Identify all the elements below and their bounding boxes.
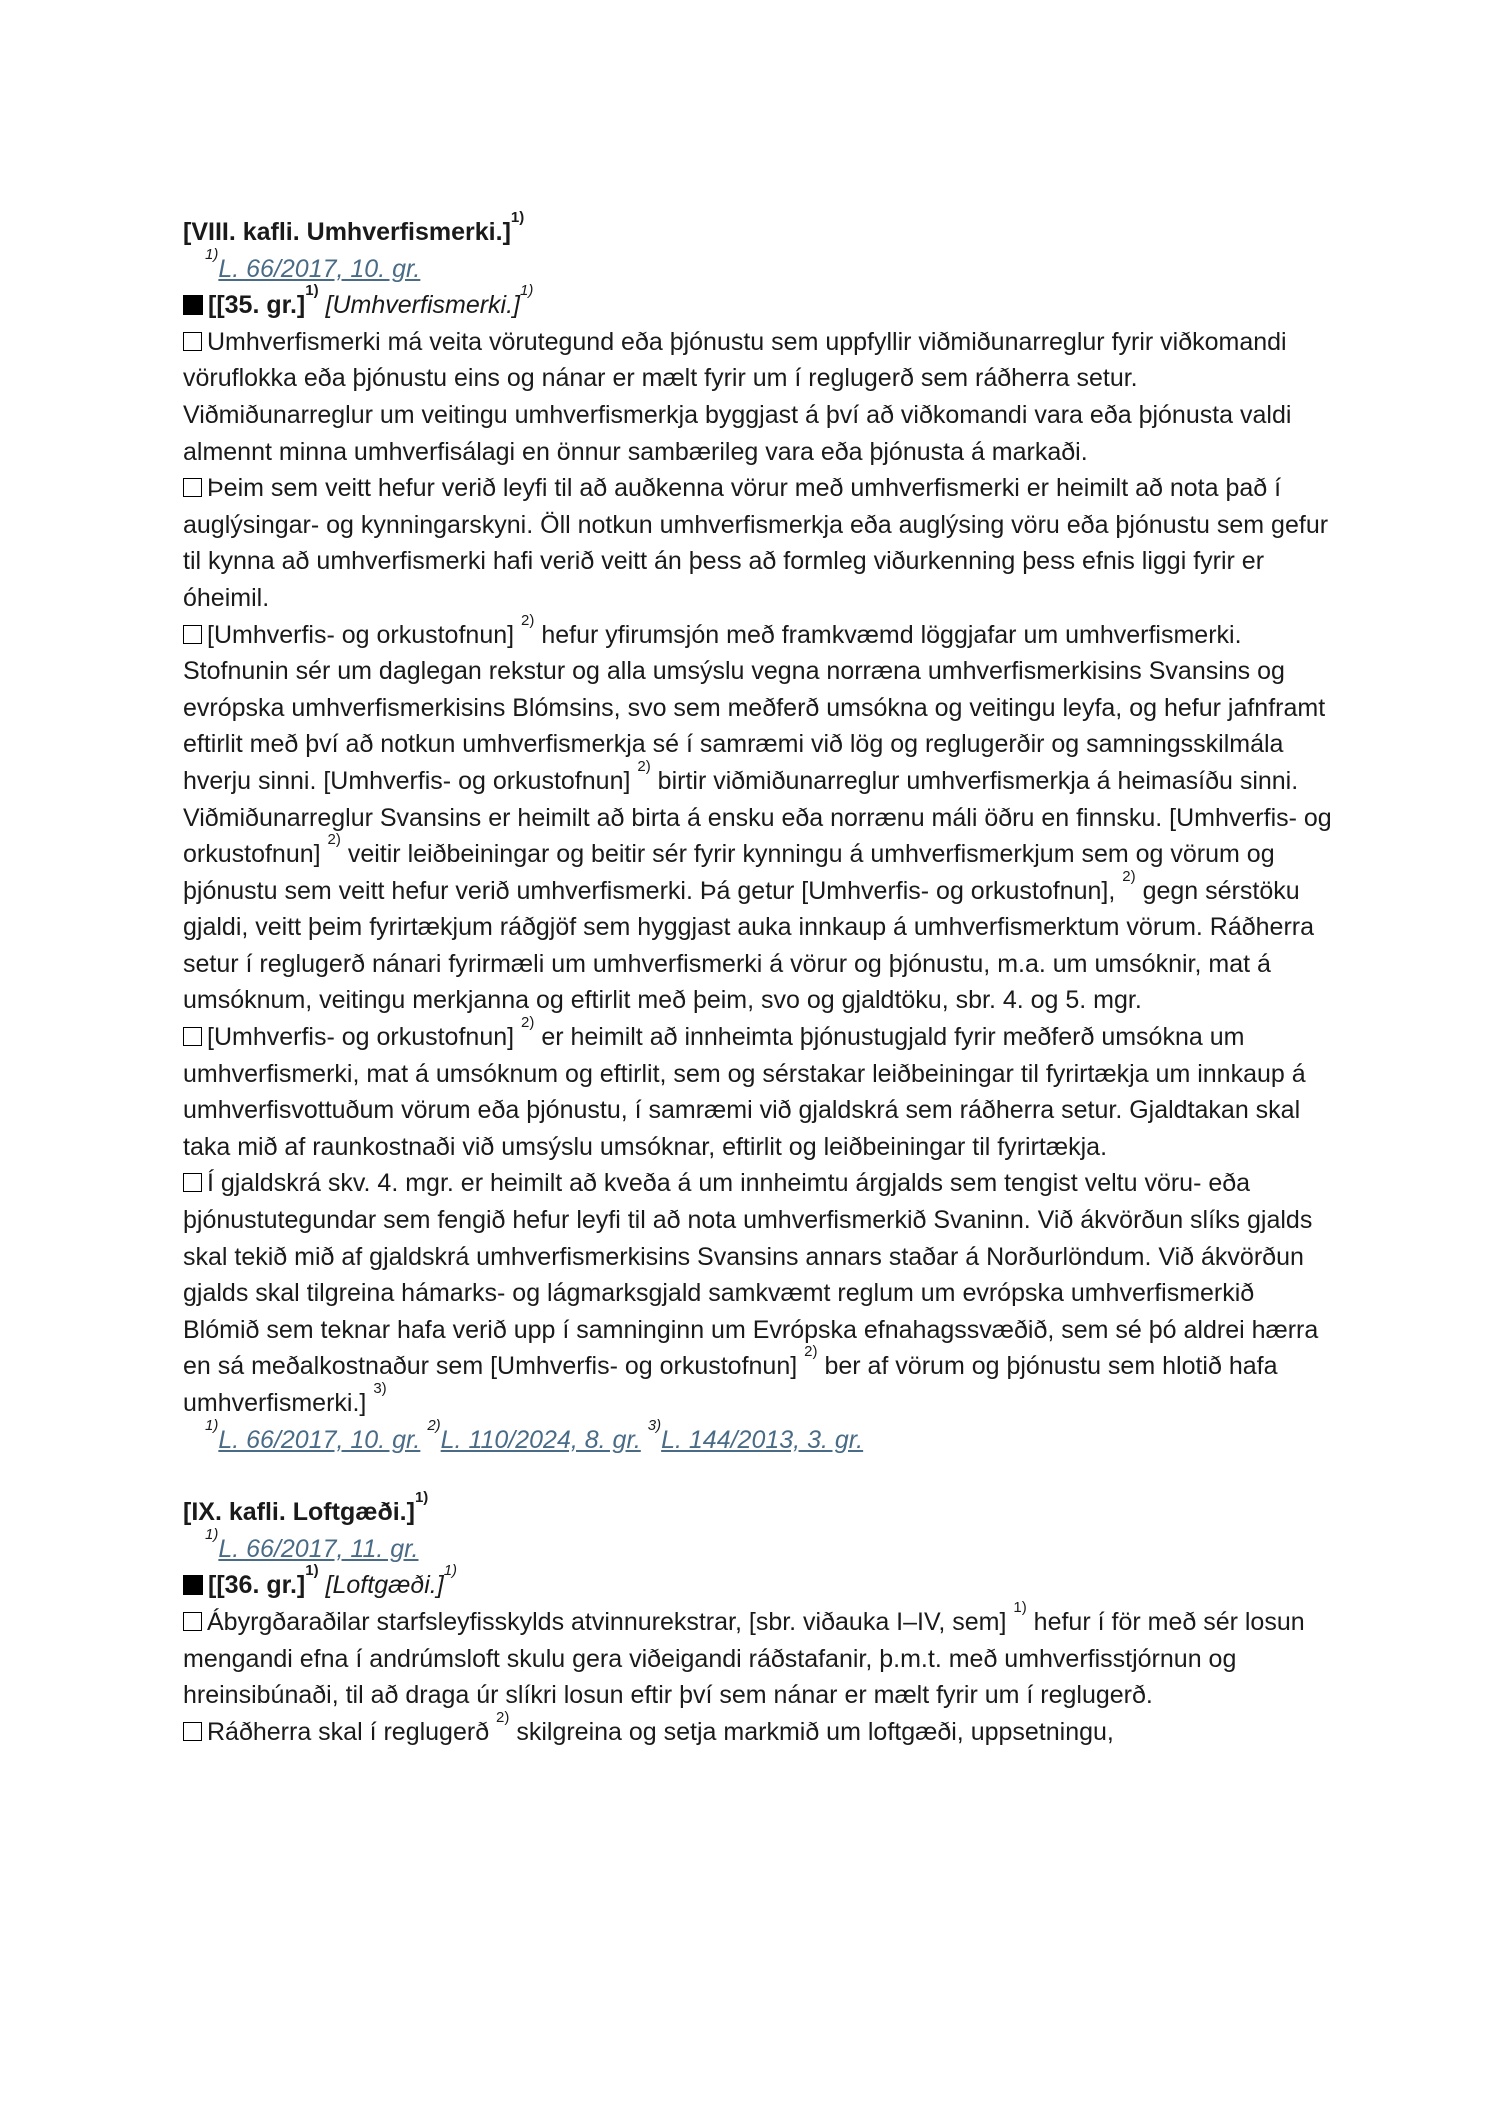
empty-square-icon (183, 1722, 202, 1741)
paragraph-text: er heimilt að innheimta þjónustugjald fyrir meðferð umsókna um umhverfismerki, mat á umsóknum og eftirlit, sem og sérstakar leiðbeiningar til fyrirtækja um innkaup á umhverfisvottuðum vörum eða þjónustu, í samræmi við gjaldskrá sem ráðherra setur. Gjaldtakan skal taka mið af raunkostnaði við umsýslu umsóknar, eftirlit og leiðbeiningar til fyrirtækja. (183, 1023, 1306, 1161)
paragraph-1 (183, 324, 1333, 470)
footnote-link[interactable]: L. 66/2017, 10. gr. (218, 1425, 421, 1454)
footnote-ref: 1) (443, 1562, 458, 1580)
paragraph-3 (183, 611, 1333, 1020)
footnote-ref: 1) (305, 1562, 319, 1580)
document-page (183, 209, 1333, 1750)
chapter-heading (183, 1489, 1333, 1531)
paragraph-2 (183, 1708, 1333, 1751)
paragraph-text: Ábyrgðaraðilar starfsleyfisskylds atvinnurekstrar, [sbr. viðauka I–IV, sem] (207, 1607, 1007, 1636)
article-heading (183, 282, 1333, 324)
paragraph-text: birtir viðmiðunarreglur umhverfismerkja á heimasíðu sinni. Viðmiðunarreglur Svansins er heimilt að birta á ensku eða norrænu máli öðru en finnsku. [Umhverfis- og orkustofnun] (183, 766, 1332, 869)
paragraph-text: veitir leiðbeiningar og beitir sér fyrir kynningu á umhverfismerkjum sem og vörum og þjónustu sem veitt hefur verið umhverfismerki. Þá getur [Umhverfis- og orkustofnun], (183, 840, 1275, 905)
footnote-mark: 1) (205, 1416, 219, 1434)
footnote-link[interactable]: L. 110/2024, 8. gr. (440, 1425, 641, 1454)
article-title: [Umhverfismerki.] (325, 291, 521, 320)
footnote-ref: 1) (414, 1489, 429, 1507)
footnote-ref: 2) (1122, 867, 1136, 885)
footnote-ref: 3) (373, 1380, 387, 1397)
paragraph-5 (183, 1165, 1333, 1421)
paragraph-text: [Umhverfis- og orkustofnun] (207, 620, 515, 649)
empty-square-icon (183, 332, 202, 351)
article-number: [[35. gr.] (208, 291, 306, 320)
paragraph-text: gegn sérstöku gjaldi, veitt þeim fyrirtækjum ráðgjöf sem hyggjast auka innkaup á umhverfismerktum vörum. Ráðherra setur í reglugerð nánari fyrirmæli um umhverfismerki á vörur og þjónustu, m.a. um umsóknir, mat á umsóknum, veitingu merkjanna og eftirlit með þeim, svo og gjaldtöku, sbr. 4. og 5. mgr. (183, 876, 1315, 1015)
footnote-ref: 1) (520, 282, 534, 300)
article-title: [Loftgæði.] (325, 1571, 444, 1600)
paragraph-text: skilgreina og setja markmið um loftgæði, uppsetningu, (516, 1717, 1114, 1746)
footnote-line (183, 1525, 1333, 1568)
footnote-ref: 2) (496, 1708, 510, 1726)
footnote-mark: 1) (205, 1525, 219, 1543)
filled-square-icon (183, 1575, 203, 1595)
chapter-heading (183, 209, 1333, 251)
footnote-ref: 1) (305, 282, 319, 300)
empty-square-icon (183, 1612, 202, 1631)
chapter-title: [IX. kafli. Loftgæði.] (183, 1498, 415, 1527)
paragraph-1 (183, 1598, 1333, 1714)
paragraph-2 (183, 470, 1333, 616)
paragraph-4 (183, 1014, 1333, 1165)
footnote-ref: 2) (327, 831, 341, 849)
article-number: [[36. gr.] (208, 1571, 306, 1600)
paragraph-text: ber af vörum og þjónustu sem hlotið hafa umhverfismerki.] (183, 1352, 1278, 1417)
empty-square-icon (183, 1027, 202, 1046)
footnote-ref: 2) (521, 611, 535, 629)
footnote-ref: 2) (521, 1014, 535, 1032)
paragraph-text: Þeim sem veitt hefur verið leyfi til að auðkenna vörur með umhverfismerki er heimilt að nota það í auglýsingar- og kynningarskyni. Öll notkun umhverfismerkja eða auglýsing vöru eða þjónustu sem gefur til kynna að umhverfismerki hafi verið veitt án þess að formleg viðurkenning þess efnis liggi fyrir er óheimil. (183, 474, 1329, 612)
footnote-link[interactable]: L. 144/2013, 3. gr. (661, 1425, 864, 1454)
footnote-mark: 2) (427, 1416, 441, 1434)
section-gap (183, 1458, 1333, 1494)
paragraph-text: hefur í för með sér losun mengandi efna í andrúmsloft skulu gera viðeigandi ráðstafanir, þ.m.t. með umhverfisstjórnun og hreinsibúnaði, til að draga úr slíkri losun eftir því sem nánar er mælt fyrir um í reglugerð. (183, 1607, 1305, 1710)
empty-square-icon (183, 625, 202, 644)
chapter-title: [VIII. kafli. Umhverfismerki.] (183, 218, 511, 246)
paragraph-text: Í gjaldskrá skv. 4. mgr. er heimilt að kveða á um innheimtu árgjalds sem tengist veltu vöru- eða þjónustutegundar sem fengið hefur leyfi til að nota umhverfismerkið Svaninn. Við ákvörðun slíks gjalds skal tekið mið af gjaldskrá umhverfismerkisins Svansins annars staðar á Norðurlöndum. Við ákvörðun gjalds skal tilgreina hámarks- og lágmarksgjald samkvæmt reglum um evrópska umhverfismerkið Blómið sem teknar hafa verið upp í samninginn um Evrópska efnahagssvæðið, sem sé þó aldrei hærra en sá meðalkostnaður sem [Umhverfis- og orkustofnun] (183, 1169, 1319, 1381)
footnote-ref: 1) (1013, 1598, 1027, 1616)
paragraph-text: [Umhverfis- og orkustofnun] (207, 1023, 515, 1052)
paragraph-text: Ráðherra skal í reglugerð (207, 1717, 490, 1746)
footnote-mark: 1) (205, 245, 219, 263)
footnote-ref: 2) (804, 1343, 818, 1361)
empty-square-icon (183, 478, 202, 497)
filled-square-icon (183, 295, 203, 315)
footnote-line (183, 1416, 1333, 1459)
paragraph-text: hefur yfirumsjón með framkvæmd löggjafar um umhverfismerki. Stofnunin sér um daglegan rekstur og alla umsýslu vegna norræna umhverfismerkisins Svansins og evrópska umhverfismerkisins Blómsins, svo sem meðferð umsókna og veitingu leyfa, og hefur jafnframt eftirlit með því að notkun umhverfismerkja sé í samræmi við lög og reglugerðir og samningsskilmála hverju sinni. [Umhverfis- og orkustofnun] (183, 620, 1326, 795)
empty-square-icon (183, 1173, 202, 1192)
footnote-line (183, 245, 1333, 288)
footnote-ref: 1) (510, 209, 525, 226)
footnote-link[interactable]: L. 66/2017, 11. gr. (218, 1534, 419, 1563)
footnote-mark: 3) (647, 1416, 662, 1434)
paragraph-text: Umhverfismerki má veita vörutegund eða þjónustu sem uppfyllir viðmiðunarreglur fyrir viðkomandi vöruflokka eða þjónustu eins og nánar er mælt fyrir um í reglugerð sem ráðherra setur. Viðmiðunarreglur um veitingu umhverfismerkja byggjast á því að viðkomandi vara eða þjónusta valdi almennt minna umhverfisálagi en önnur sambærileg vara eða þjónusta á markaði. (183, 327, 1292, 466)
article-heading (183, 1562, 1333, 1604)
footnote-ref: 2) (637, 757, 651, 775)
footnote-link[interactable]: L. 66/2017, 10. gr. (218, 254, 421, 283)
